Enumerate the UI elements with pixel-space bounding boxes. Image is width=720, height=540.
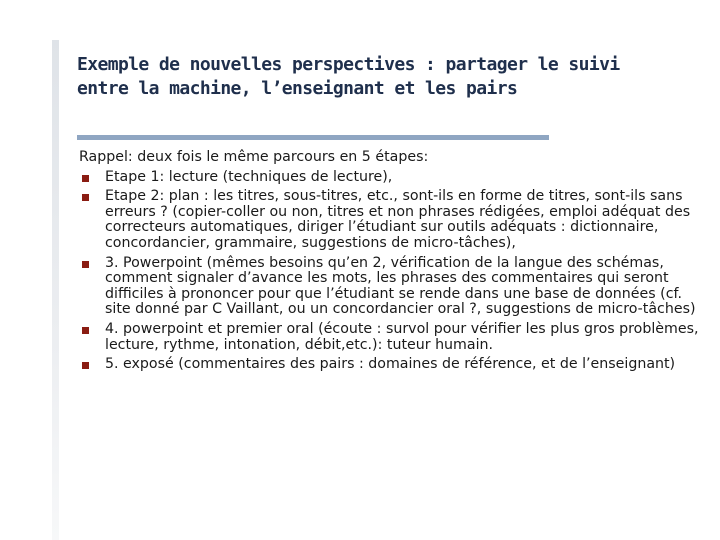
left-decorative-bar [52,40,59,540]
square-bullet-icon [82,362,89,369]
bullet-text: Etape 1: lecture (techniques de lecture), [105,168,393,185]
bullet-item-step-1 [79,170,707,186]
square-bullet-icon [82,194,89,201]
slide-title: Exemple de nouvelles perspectives : partager le suivi entre la machine, l’enseignant et les pairs [77,54,620,99]
bullet-text: Etape 2: plan : les titres, sous-titres, etc., sont-ils en forme de titres, sont-ils sans erreurs ? (copier-coller ou non, titres et non phrases rédigées, emploi adéquat des correcteurs automatiques, diriger l’étudiant sur outils adéquats : dictionnaire, concordancier, grammaire, suggestions de micro-tâches), [105,188,691,251]
bullet-item-step-2 [79,189,707,251]
bullet-text: 3. Powerpoint (mêmes besoins qu’en 2, vérification de la langue des schémas, comment signaler d’avance les mots, les phrases des commentaires qui seront difficiles à prononcer pour que l’étudiant se rende dans une base de données (cf. site donné par C Vaillant, ou un concordancier oral ?, suggestions de micro-tâches) [105,254,696,318]
bullet-list [79,170,707,373]
bullet-item-step-4 [79,322,707,353]
title-underline [77,135,549,140]
square-bullet-icon [82,175,89,182]
square-bullet-icon [82,327,89,334]
bullet-item-step-3 [79,256,707,318]
bullet-text: 4. powerpoint et premier oral (écoute : survol pour vérifier les plus gros problèmes, lecture, rythme, intonation, débit,etc.): tuteur humain. [105,320,699,353]
square-bullet-icon [82,261,89,268]
bullet-item-step-5 [79,357,707,373]
slide-body [79,150,707,377]
intro-text: Rappel: deux fois le même parcours en 5 étapes: [79,149,429,165]
bullet-text: 5. exposé (commentaires des pairs : domaines de référence, et de l’enseignant) [105,356,676,373]
